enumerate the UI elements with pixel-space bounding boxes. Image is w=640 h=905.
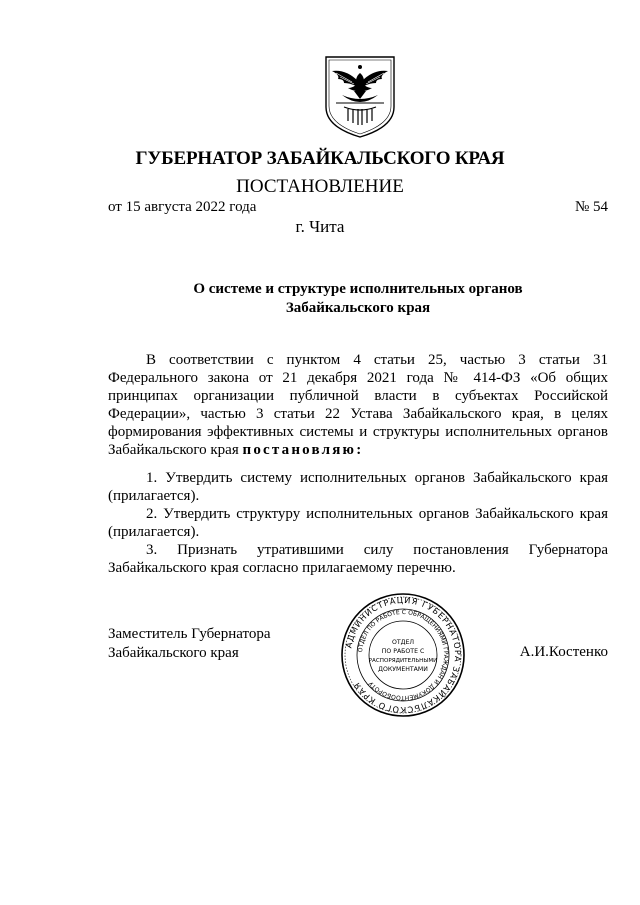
decree-item-3: 3. Признать утратившими силу постановления Губернатора Забайкальского края согласно прилагаемому перечню.: [108, 542, 608, 576]
document-date: от 15 августа 2022 года: [108, 199, 257, 215]
preamble-text: В соответствии с пунктом 4 статьи 25, частью 3 статьи 31 Федерального закона от 21 декабря 2021 года № 414-ФЗ «Об общих принципах организации публичной власти в субъектах Российской Федерации», частью 3 статьи 22 Устава Забайкальского края, в целях формирования эффективных системы и структуры исполнительных органов Забайкальского края: [108, 352, 608, 458]
stamp-center-line-3: РАСПОРЯДИТЕЛЬНЫМИ: [368, 658, 438, 664]
official-stamp: [340, 592, 466, 718]
decree-item-1: 1. Утвердить систему исполнительных органов Забайкальского края (прилагается).: [108, 470, 608, 504]
document-number: № 54: [574, 199, 608, 215]
decree-word: постановляю:: [242, 442, 364, 458]
document-type-heading: ПОСТАНОВЛЕНИЕ: [236, 176, 404, 197]
stamp-outer-text: АДМИНИСТРАЦИЯ ГУБЕРНАТОРА ЗАБАЙКАЛЬСКОГО КРАЯ: [343, 594, 464, 716]
document-body: [108, 351, 608, 577]
stamp-inner-ring-text: ОТДЕЛ ПО РАБОТЕ С ОБРАЩЕНИЯМИ ГРАЖДАН И ДОКУМЕНТООБОРОТУ: [357, 608, 450, 702]
issuer-heading: ГУБЕРНАТОР ЗАБАЙКАЛЬСКОГО КРАЯ: [135, 148, 505, 169]
document-title-line-1: О системе и структуре исполнительных органов: [193, 281, 523, 297]
signatory-position: [108, 625, 271, 663]
document-city: г. Чита: [295, 217, 345, 236]
decree-item-2: 2. Утвердить структуру исполнительных органов Забайкальского края (прилагается).: [108, 506, 608, 540]
coat-of-arms-icon: [322, 55, 398, 139]
signatory-position-line-1: Заместитель Губернатора: [108, 626, 271, 642]
document-title: [108, 280, 608, 318]
stamp-center-line-4: ДОКУМЕНТАМИ: [378, 666, 428, 673]
document-title-line-2: Забайкальского края: [285, 300, 431, 316]
stamp-center-line-2: ПО РАБОТЕ С: [381, 648, 425, 655]
stamp-center-line-1: ОТДЕЛ: [391, 639, 415, 646]
preamble-paragraph: [108, 351, 608, 459]
signatory-position-line-2: Забайкальского края: [108, 645, 239, 661]
signatory-name: А.И.Костенко: [519, 644, 608, 660]
